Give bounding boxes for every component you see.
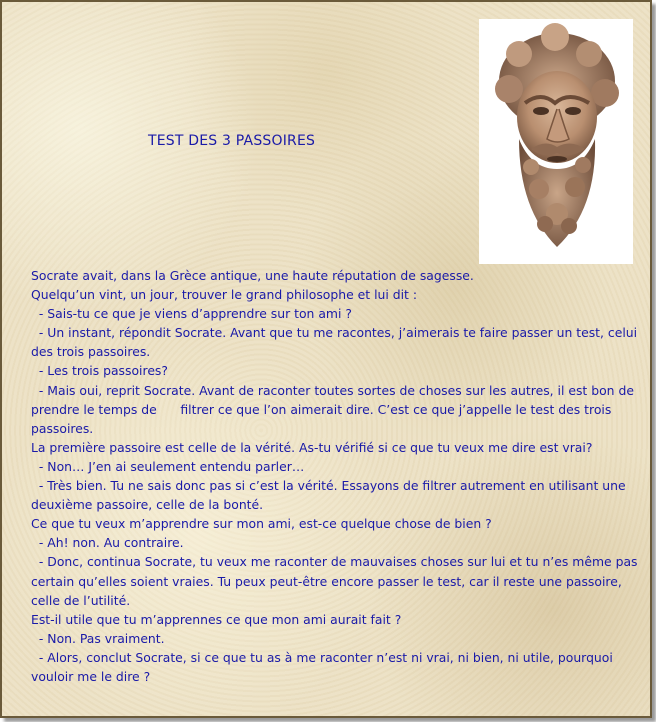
paragraph: Quelqu’un vint, un jour, trouver le grand philosophe et lui dit : xyxy=(31,287,418,303)
paragraph: Est-il utile que tu m’apprennes ce que mon ami aurait fait ? xyxy=(31,611,402,627)
socrates-bust-illustration xyxy=(479,19,633,264)
paragraph: - Non… J’en ai seulement entendu parler… xyxy=(31,458,305,474)
paragraph: - Alors, conclut Socrate, si ce que tu as à me raconter n’est ni vrai, ni bien, ni utile, pourquoi vouloir me le dire ? xyxy=(31,649,617,684)
paragraph: - Un instant, répondit Socrate. Avant que tu me racontes, j’aimerais te faire passer un test, celui des trois passoires. xyxy=(31,325,642,360)
paragraph: La première passoire est celle de la vérité. As-tu vérifié si ce que tu veux me dire est vrai? xyxy=(31,439,593,455)
paragraph: Ce que tu veux m’apprendre sur mon ami, est-ce quelque chose de bien ? xyxy=(31,516,492,532)
story-text xyxy=(31,266,641,686)
paragraph: - Ah! non. Au contraire. xyxy=(31,535,184,551)
paragraph: Socrate avait, dans la Grèce antique, une haute réputation de sagesse. xyxy=(31,268,474,283)
paragraph: - Très bien. Tu ne sais donc pas si c’est la vérité. Essayons de filtrer autrement en utilisant une deuxième passoire, celle de la bonté. xyxy=(31,478,630,513)
page-title: TEST DES 3 PASSOIRES xyxy=(148,133,316,149)
paragraph: - Les trois passoires? xyxy=(31,363,168,379)
paragraph: - Sais-tu ce que je viens d’apprendre sur ton ami ? xyxy=(31,306,352,322)
socrates-bust-image xyxy=(479,19,633,264)
paragraph: - Donc, continua Socrate, tu veux me raconter de mauvaises choses sur lui et tu n’es même pas certain qu’elles soient vraies. Tu peux peut-être encore passer le test, car il reste une passoire, celle de l’utilité. xyxy=(31,554,642,608)
paragraph: - Mais oui, reprit Socrate. Avant de raconter toutes sortes de choses sur les autres, il est bon de prendre le temps de filtrer ce que l’on aimerait dire. C’est ce que j’appelle le test des trois passoires. xyxy=(31,382,638,436)
paragraph: - Non. Pas vraiment. xyxy=(31,630,165,646)
